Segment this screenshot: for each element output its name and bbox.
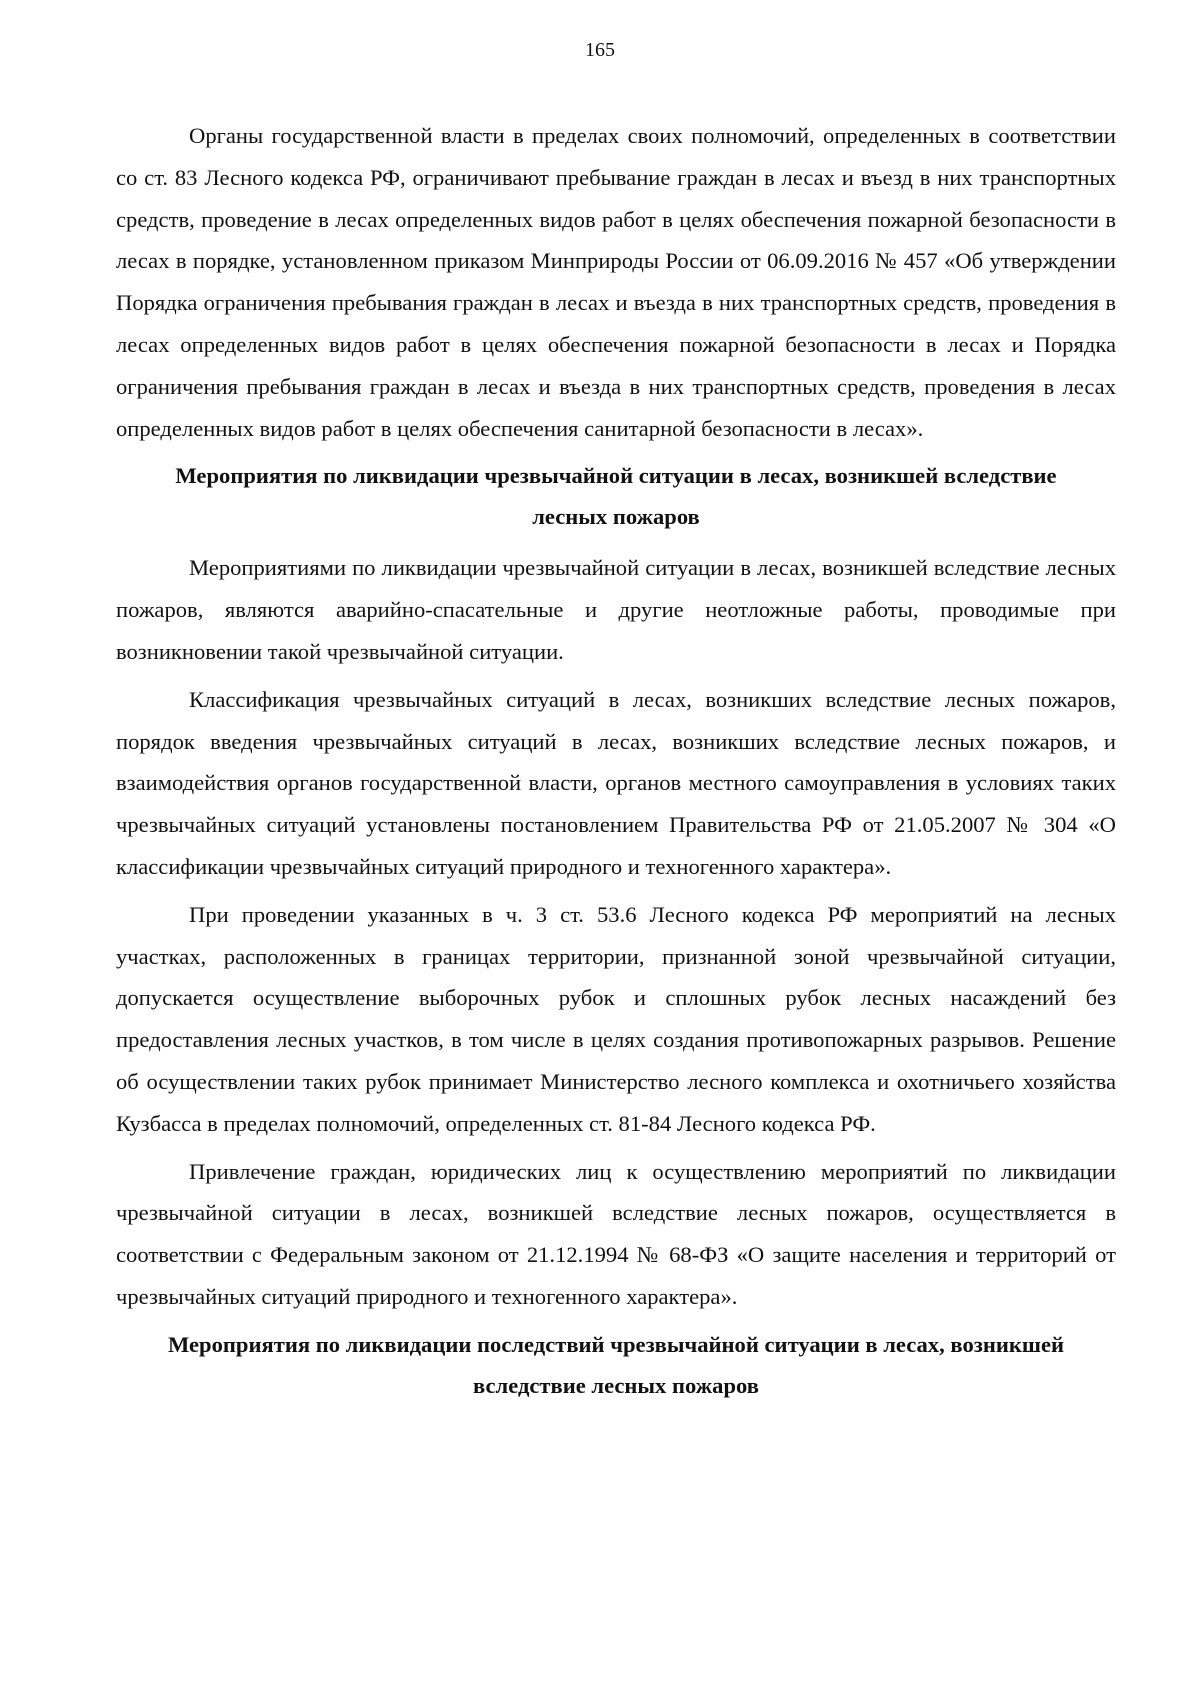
paragraph-forest-restrictions: Органы государственной власти в пределах своих полномочий, определенных в соответствии со ст. 83 Лесного кодекса РФ, ограничивают пребывание граждан в лесах и въезд в них транспортных средств, проведение в лесах определенных видов работ в целях обеспечения пожарной безопасности в лесах в порядке, установленном приказом Минприроды России от 06.09.2016 № 457 «Об утверждении Порядка ограничения пребывания граждан в лесах и въезда в них транспортных средств, проведения в лесах определенных видов работ в целях обеспечения пожарной безопасности в лесах и Порядка ограничения пребывания граждан в лесах и въезда в них транспортных средств, проведения в лесах определенных видов работ в целях обеспечения санитарной безопасности в лесах».: [116, 123, 1116, 441]
paragraph-emergency-measures: Мероприятиями по ликвидации чрезвычайной ситуации в лесах, возникшей вследствие лесных пожаров, являются аварийно-спасательные и другие неотложные работы, проводимые при возникновении такой чрезвычайной ситуации.: [116, 555, 1116, 664]
paragraph-emergency-classification: Классификация чрезвычайных ситуаций в лесах, возникших вследствие лесных пожаров, порядок введения чрезвычайных ситуаций в лесах, возникших вследствие лесных пожаров, и взаимодействия органов государственной власти, органов местного самоуправления в условиях таких чрезвычайных ситуаций установлены постановлением Правительства РФ от 21.05.2007 № 304 «О классификации чрезвычайных ситуаций природного и техногенного характера».: [116, 686, 1116, 879]
paragraph-logging-in-emergency-zone: При проведении указанных в ч. 3 ст. 53.6 Лесного кодекса РФ мероприятий на лесных участках, расположенных в границах территории, признанной зоной чрезвычайной ситуации, допускается осуществление выборочных рубок и сплошных рубок лесных насаждений без предоставления лесных участков, в том числе в целях создания противопожарных разрывов. Решение об осуществлении таких рубок принимает Министерство лесного комплекса и охотничьего хозяйства Кузбасса в пределах полномочий, определенных ст. 81-84 Лесного кодекса РФ.: [116, 901, 1116, 1136]
page-number: 165: [585, 39, 615, 61]
document-body: [116, 115, 1116, 1416]
section-heading-emergency-liquidation: Мероприятия по ликвидации чрезвычайной ситуации в лесах, возникшей вследствие лесных пожаров: [175, 463, 1057, 530]
paragraph-citizen-involvement: Привлечение граждан, юридических лиц к осуществлению мероприятий по ликвидации чрезвычайной ситуации в лесах, возникшей вследствие лесных пожаров, осуществляется в соответствии с Федеральным законом от 21.12.1994 № 68-ФЗ «О защите населения и территорий от чрезвычайных ситуаций природного и техногенного характера».: [116, 1158, 1116, 1309]
section-heading-aftermath-liquidation: Мероприятия по ликвидации последствий чрезвычайной ситуации в лесах, возникшей вследствие лесных пожаров: [167, 1331, 1064, 1398]
